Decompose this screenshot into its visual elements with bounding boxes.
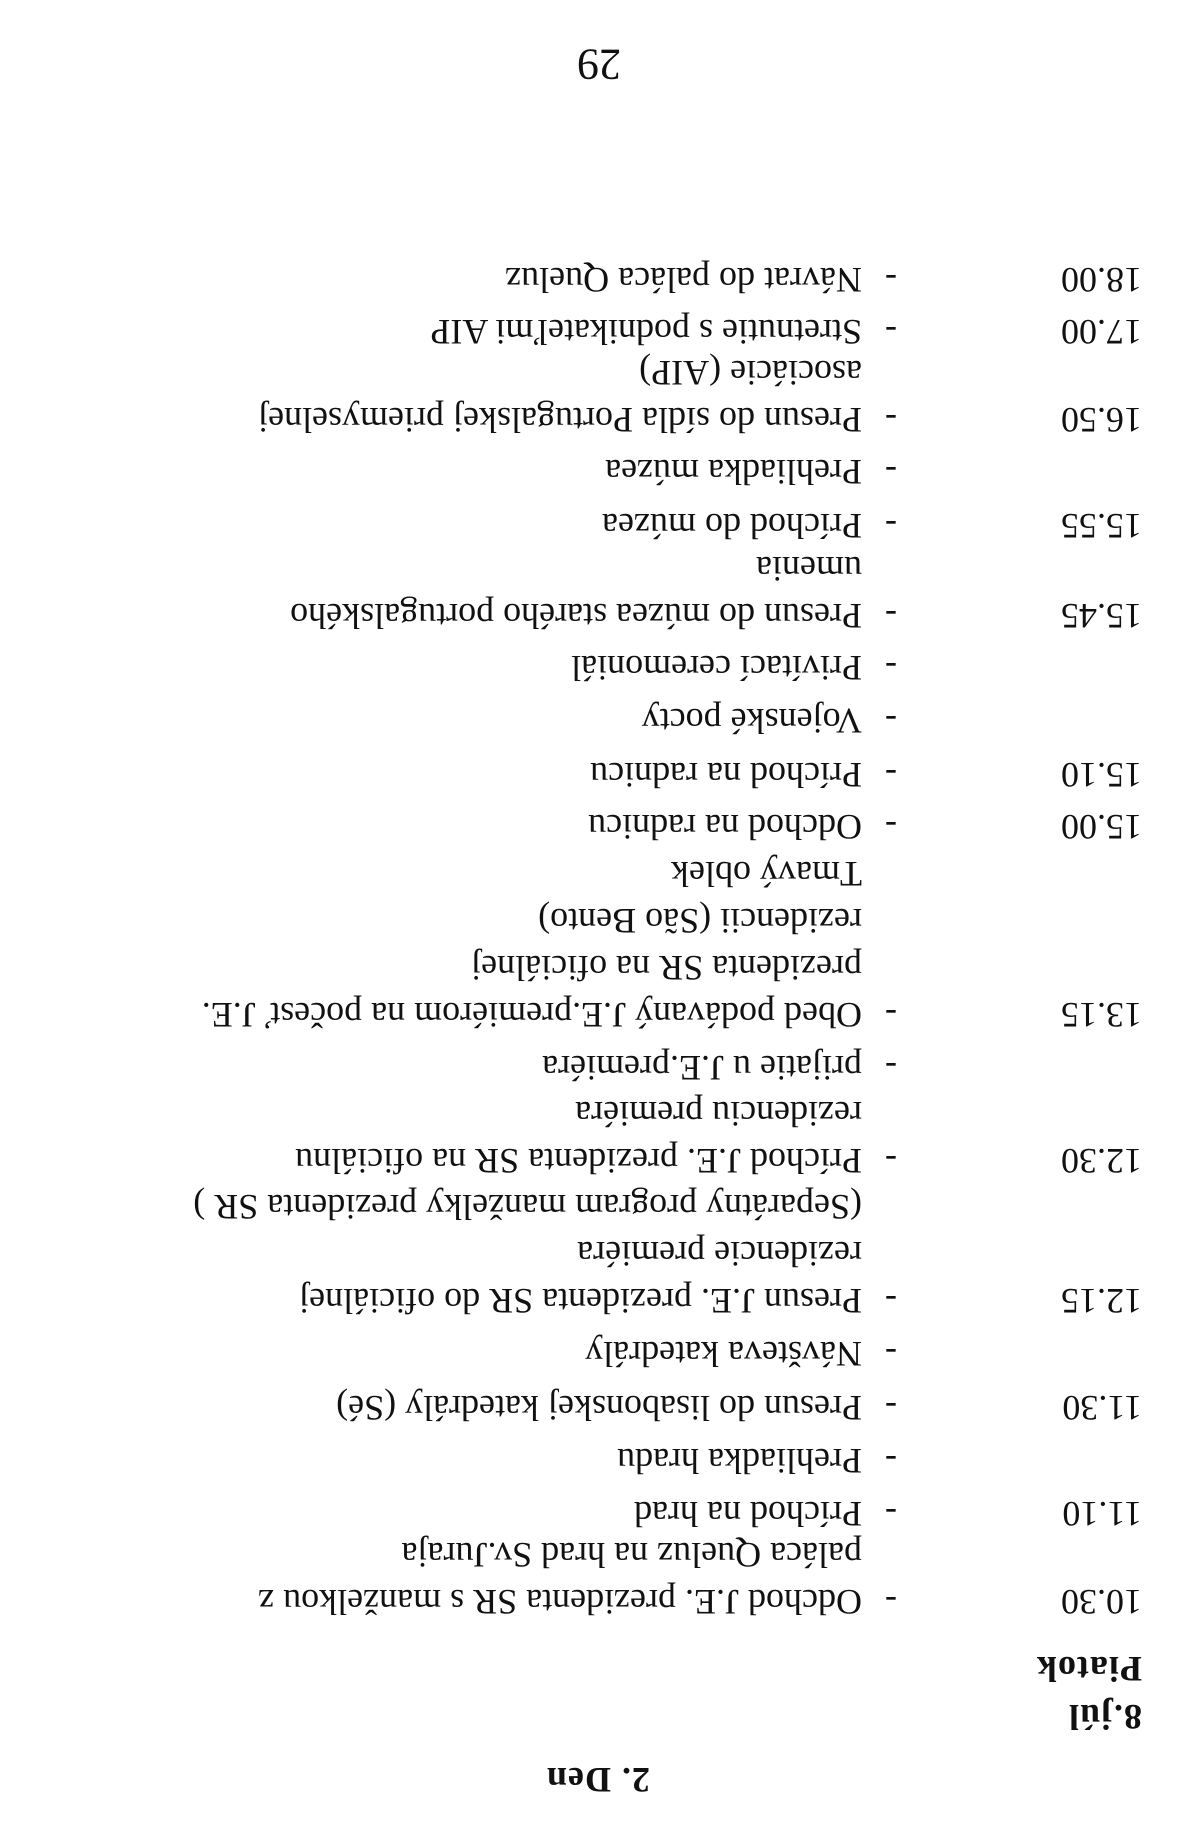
entry-dash: - <box>885 400 897 440</box>
entry-description: prijatie u J.E.premiéra <box>542 1048 862 1088</box>
entry-description: prezidenta SR na oficiálnej <box>471 948 862 988</box>
entry-description: Vojenské pocty <box>641 701 862 741</box>
entry-description: Tmavý oblek <box>671 854 862 894</box>
date-heading: 8.júl <box>1067 1697 1142 1737</box>
entry-dash: - <box>885 1582 897 1622</box>
entry-time: 18.00 <box>1061 260 1142 300</box>
entry-description: (Separátny program manželky prezidenta SR ) <box>193 1187 862 1227</box>
entry-description: Príchod na hrad <box>634 1494 862 1534</box>
entry-description: Príchod J.E. prezidenta SR na oficiálnu <box>295 1141 862 1181</box>
entry-description: paláca Queluz na hrad Sv.Juraja <box>401 1535 862 1575</box>
entry-dash: - <box>885 1334 897 1374</box>
day-title: 2. Den <box>546 1760 650 1800</box>
entry-time: 10.30 <box>1061 1582 1142 1622</box>
entry-description: Stretnutie s podnikateľmi AIP <box>430 312 862 352</box>
entry-description: Príchod na radnicu <box>590 755 862 795</box>
entry-description: Odchod na radnicu <box>588 807 862 847</box>
entry-description: Návšteva katedrály <box>585 1334 862 1374</box>
page-number: 29 <box>577 40 621 89</box>
entry-description: Obed podávaný J.E.premiérom na počesť J.E. <box>201 995 862 1035</box>
entry-time: 15.00 <box>1061 807 1142 847</box>
entry-dash: - <box>885 1048 897 1088</box>
entry-time: 17.00 <box>1061 312 1142 352</box>
entry-time: 15.10 <box>1061 755 1142 795</box>
entry-description: umenia <box>756 549 862 589</box>
entry-description: Presun do múzea starého portugalského <box>290 596 862 636</box>
entry-description: Návrat do paláca Queluz <box>505 260 862 300</box>
entry-dash: - <box>885 1494 897 1534</box>
entry-description: Presun do lisabonskej katedrály (Sé) <box>336 1388 862 1428</box>
entry-dash: - <box>885 648 897 688</box>
entry-description: rezidencii (São Bento) <box>538 901 862 941</box>
entry-time: 12.15 <box>1061 1281 1142 1321</box>
entry-dash: - <box>885 1281 897 1321</box>
entry-dash: - <box>885 807 897 847</box>
entry-description: Prehliadka hradu <box>617 1441 862 1481</box>
entry-time: 16.50 <box>1061 400 1142 440</box>
entry-dash: - <box>885 755 897 795</box>
entry-description: Privítací ceremoniál <box>571 648 862 688</box>
entry-time: 15.55 <box>1061 506 1142 546</box>
entry-time: 12.30 <box>1061 1141 1142 1181</box>
entry-dash: - <box>885 312 897 352</box>
entry-description: Odchod J.E. prezidenta SR s manželkou z <box>258 1582 862 1622</box>
entry-description: rezidencie premiéra <box>577 1234 862 1274</box>
entry-dash: - <box>885 596 897 636</box>
entry-description: Presun J.E. prezidenta SR do oficiálnej <box>299 1281 862 1321</box>
entry-time: 11.10 <box>1062 1494 1142 1534</box>
entry-dash: - <box>885 701 897 741</box>
weekday-heading: Piatok <box>1035 1649 1142 1689</box>
entry-time: 13.15 <box>1061 995 1142 1035</box>
entry-dash: - <box>885 260 897 300</box>
entry-description: rezidenciu premiéra <box>575 1094 862 1134</box>
entry-time: 11.30 <box>1062 1388 1142 1428</box>
entry-description: Presun do sídla Portugalskej priemyselnej <box>258 400 862 440</box>
entry-time: 15.45 <box>1061 596 1142 636</box>
entry-description: Príchod do múzea <box>602 506 862 546</box>
entry-dash: - <box>885 1388 897 1428</box>
entry-dash: - <box>885 1141 897 1181</box>
entry-dash: - <box>885 995 897 1035</box>
entry-description: Prehliadka múzea <box>605 452 862 492</box>
entry-dash: - <box>885 452 897 492</box>
entry-dash: - <box>885 1441 897 1481</box>
entry-dash: - <box>885 506 897 546</box>
entry-description: asociácie (AIP) <box>639 353 862 393</box>
